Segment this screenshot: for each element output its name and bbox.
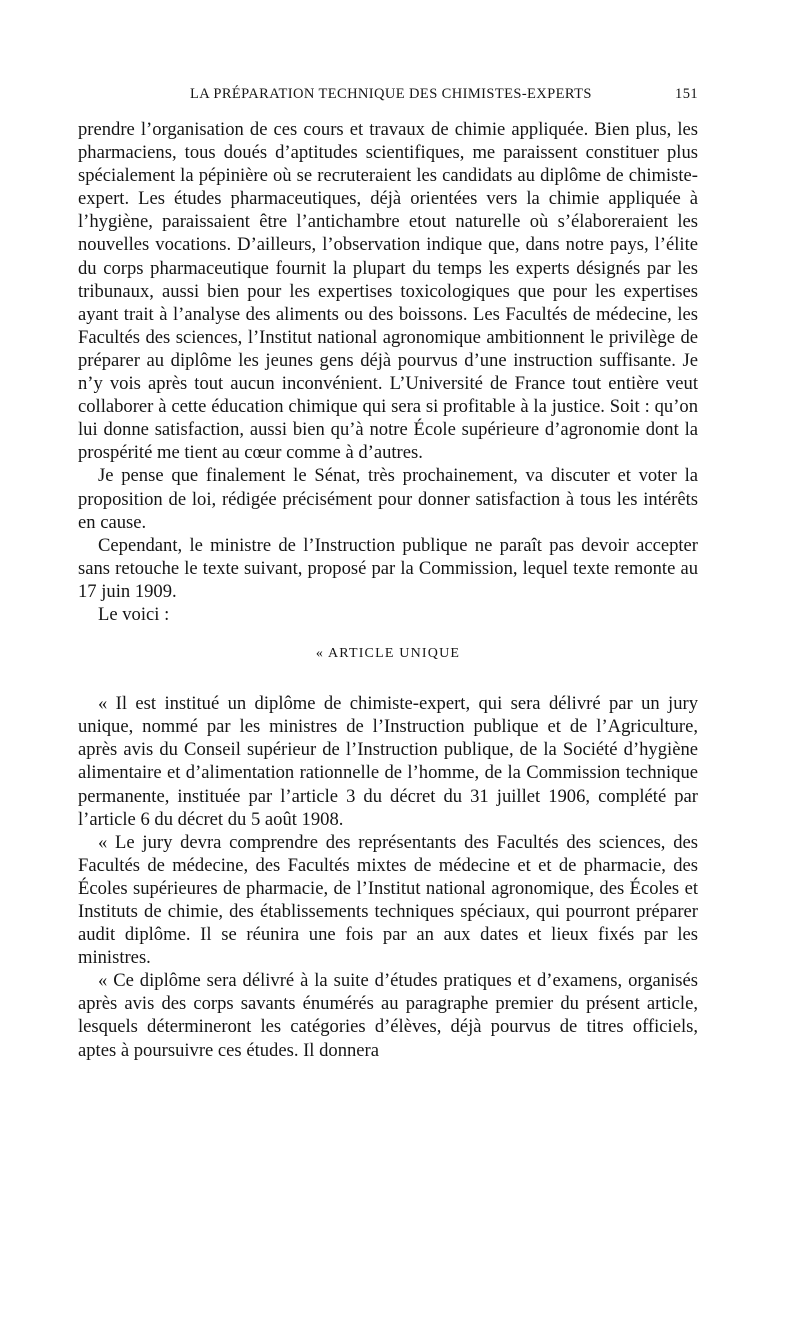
article-paragraph: « Il est institué un diplôme de chimiste-expert, qui sera délivré par un jury unique, nommé par les ministres de l’Instruction publique et de l’Agriculture, après avis du Conseil supérieur de l’Instruction publique, de la Société d’hygiène alimentaire et d’alimentation rationnelle de l’homme, de la Commission technique permanente, instituée par l’article 3 du décret du 31 juillet 1906, complété par l’article 6 du décret du 5 août 1908. [78, 693, 698, 830]
body-text [78, 118, 698, 1062]
article-paragraph: « Ce diplôme sera délivré à la suite d’études pratiques et d’examens, organisés après avis des corps savants énumérés au paragraphe premier du présent article, lesquels détermineront les catégories d’élèves, déjà pourvus de titres officiels, aptes à poursuivre ces études. Il donnera [78, 970, 698, 1061]
paragraph: Le voici : [98, 603, 170, 625]
paragraph: Je pense que finalement le Sénat, très prochainement, va discuter et voter la proposition de loi, rédigée précisément pour donner satisfaction à tous les intérêts en cause. [78, 465, 698, 533]
paragraph: Cependant, le ministre de l’Instruction publique ne paraît pas devoir accepter sans retouche le texte suivant, proposé par la Commission, lequel texte remonte au 17 juin 1909. [78, 534, 698, 602]
paragraph: prendre l’organisation de ces cours et travaux de chimie appliquée. Bien plus, les pharmaciens, tous doués d’aptitudes scientifiques, me paraissent constituer plus spécialement la pépinière où se recruteraient les candidats au diplôme de chimiste-expert. Les études pharmaceutiques, déjà orientées vers la chimie appliquée à l’hygiène, paraissaient être l’antichambre etout naturelle où s’élaboreraient les nouvelles vocations. D’ailleurs, l’observation indique que, dans notre pays, l’élite du corps pharmaceutique fournit la plupart du temps les experts désignés par les tribunaux, aussi bien pour les expertises toxicologiques que pour les expertises ayant trait à l’analyse des aliments ou des boissons. Les Facultés de médecine, les Facultés des sciences, l’Institut national agronomique ambitionnent le privilège de préparer au diplôme les jeunes gens déjà pourvus d’une instruction suffisante. Je n’y vois après tout aucun inconvénient. L’Université de France tout entière veut collaborer à cette éducation chimique qui sera si profitable à la justice. Soit : qu’on lui donne satisfaction, aussi bien qu’à notre École supérieure d’agronomie dont la prospérité me tient au cœur comme à d’autres. [78, 119, 698, 464]
page-number: 151 [675, 86, 698, 102]
article-heading: « ARTICLE UNIQUE [315, 646, 461, 662]
running-head [78, 86, 698, 108]
article-paragraph: « Le jury devra comprendre des représentants des Facultés des sciences, des Facultés de médecine, des Facultés mixtes de médecine et et de pharmacie, des Écoles supérieures de pharmacie, de l’Institut national agronomique, des Écoles et Instituts de chimie, des établissements techniques spéciaux, qui pourront préparer audit diplôme. Il se réunira une fois par an aux dates et lieux fixés par les ministres. [78, 831, 698, 969]
running-title: LA PRÉPARATION TECHNIQUE DES CHIMISTES-EXPERTS [190, 86, 592, 102]
